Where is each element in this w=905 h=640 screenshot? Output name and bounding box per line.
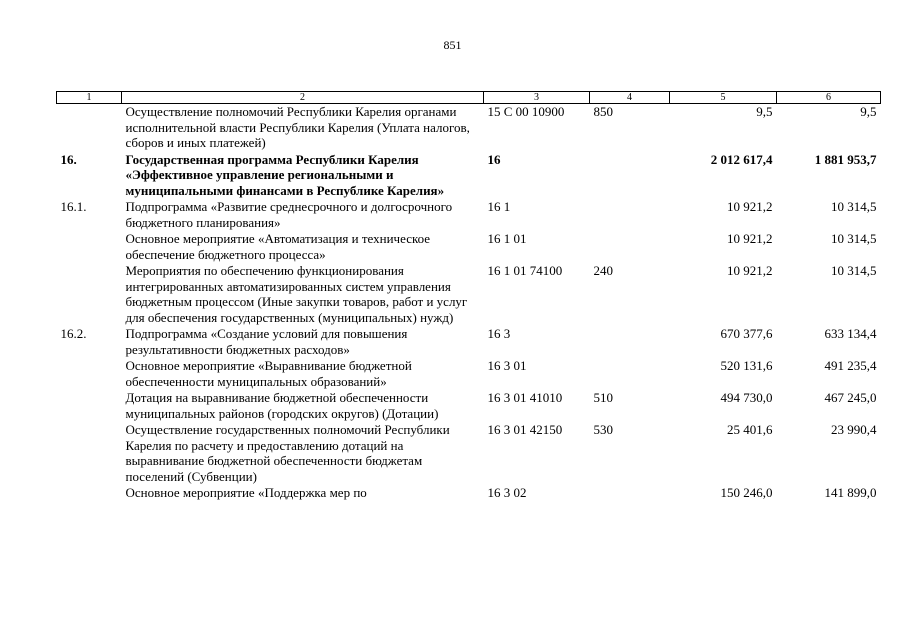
table-row [57,358,881,390]
row-name: Мероприятия по обеспечению функционирования интегрированных автоматизированных систем управления бюджетным процессом (Иные закупки товаров, работ и услуг для обеспечения государственных (муниципальных) нужд) [125,263,468,325]
row-amount-2: 10 314,5 [831,263,877,278]
row-amount-1: 670 377,6 [720,326,773,341]
row-name: Основное мероприятие «Выравнивание бюджетной обеспеченности муниципальных образований» [125,358,412,389]
row-amount-2: 1 881 953,7 [814,151,877,167]
row-name: Дотация на выравнивание бюджетной обеспеченности муниципальных районов (городских округов) (Дотации) [125,390,439,421]
row-amount-1: 494 730,0 [720,390,773,405]
row-code: 16 [487,151,501,167]
row-amount-2: 141 899,0 [824,485,877,500]
row-amount-1: 150 246,0 [720,485,773,500]
row-number [57,104,122,152]
row-amount-2: 23 990,4 [831,422,877,437]
row-expense-type [590,326,670,358]
row-code: 16 1 [487,199,511,214]
row-expense-type: 850 [593,104,613,119]
row-amount-2: 633 134,4 [824,326,877,341]
row-amount-2: 491 235,4 [824,358,877,373]
table-header-row [57,92,881,104]
row-amount-1: 520 131,6 [720,358,773,373]
row-code: 16 1 01 [487,231,527,246]
table-row [57,390,881,422]
table-body [57,104,881,502]
row-expense-type [590,199,670,231]
row-code: 15 С 00 10900 [487,104,565,119]
table-row [57,485,881,502]
row-expense-type: 510 [593,390,613,405]
row-name: Подпрограмма «Создание условий для повышения результативности бюджетных расходов» [125,326,408,357]
row-expense-type [590,358,670,390]
row-expense-type [590,485,670,502]
row-code: 16 3 01 41010 [487,390,563,405]
column-header-6: 6 [777,92,881,104]
table-row [57,104,881,152]
row-expense-type: 530 [593,422,613,437]
row-amount-1: 10 921,2 [727,199,773,214]
row-name: Государственная программа Республики Карелия «Эффективное управление региональными и муниципальными финансами в Республике Карелия» [125,151,445,198]
column-header-1: 1 [57,92,122,104]
row-code: 16 3 01 42150 [487,422,563,437]
column-header-3: 3 [484,92,590,104]
row-name: Основное мероприятие «Автоматизация и техническое обеспечение бюджетного процесса» [125,231,431,262]
row-amount-1: 2 012 617,4 [710,151,773,167]
table-row [57,152,881,200]
row-expense-type: 240 [593,263,613,278]
table-row [57,422,881,485]
row-code: 16 3 02 [487,485,527,500]
row-code: 16 1 01 74100 [487,263,563,278]
row-number: 16.2. [60,326,87,341]
row-number [57,263,122,326]
row-number [57,358,122,390]
row-name: Осуществление государственных полномочий Республики Карелия по расчету и предоставлению дотаций на выравнивание бюджетной обеспеченности бюджетам поселений (Субвенции) [125,422,450,484]
page-number: 851 [443,38,462,52]
row-amount-1: 25 401,6 [727,422,773,437]
row-expense-type [590,231,670,263]
row-number [57,231,122,263]
column-header-4: 4 [590,92,670,104]
table-row [57,326,881,358]
column-header-5: 5 [670,92,777,104]
row-name: Подпрограмма «Развитие среднесрочного и долгосрочного бюджетного планирования» [125,199,453,230]
row-expense-type [590,152,670,200]
row-amount-2: 10 314,5 [831,231,877,246]
table-row [57,231,881,263]
row-number: 16.1. [60,199,87,214]
row-name: Основное мероприятие «Поддержка мер по [125,485,367,500]
row-number [57,390,122,422]
row-amount-2: 10 314,5 [831,199,877,214]
column-header-2: 2 [122,92,484,104]
budget-table [56,91,881,502]
row-number: 16. [60,151,77,167]
row-amount-1: 9,5 [756,104,773,119]
row-amount-1: 10 921,2 [727,263,773,278]
row-name: Осуществление полномочий Республики Карелия органами исполнительной власти Республики Карелия (Уплата налогов, сборов и иных платежей) [125,104,470,150]
row-amount-2: 9,5 [860,104,877,119]
row-number [57,485,122,502]
row-number [57,422,122,485]
table-row [57,199,881,231]
row-amount-2: 467 245,0 [824,390,877,405]
row-code: 16 3 01 [487,358,527,373]
row-amount-1: 10 921,2 [727,231,773,246]
row-code: 16 3 [487,326,511,341]
table-row [57,263,881,326]
